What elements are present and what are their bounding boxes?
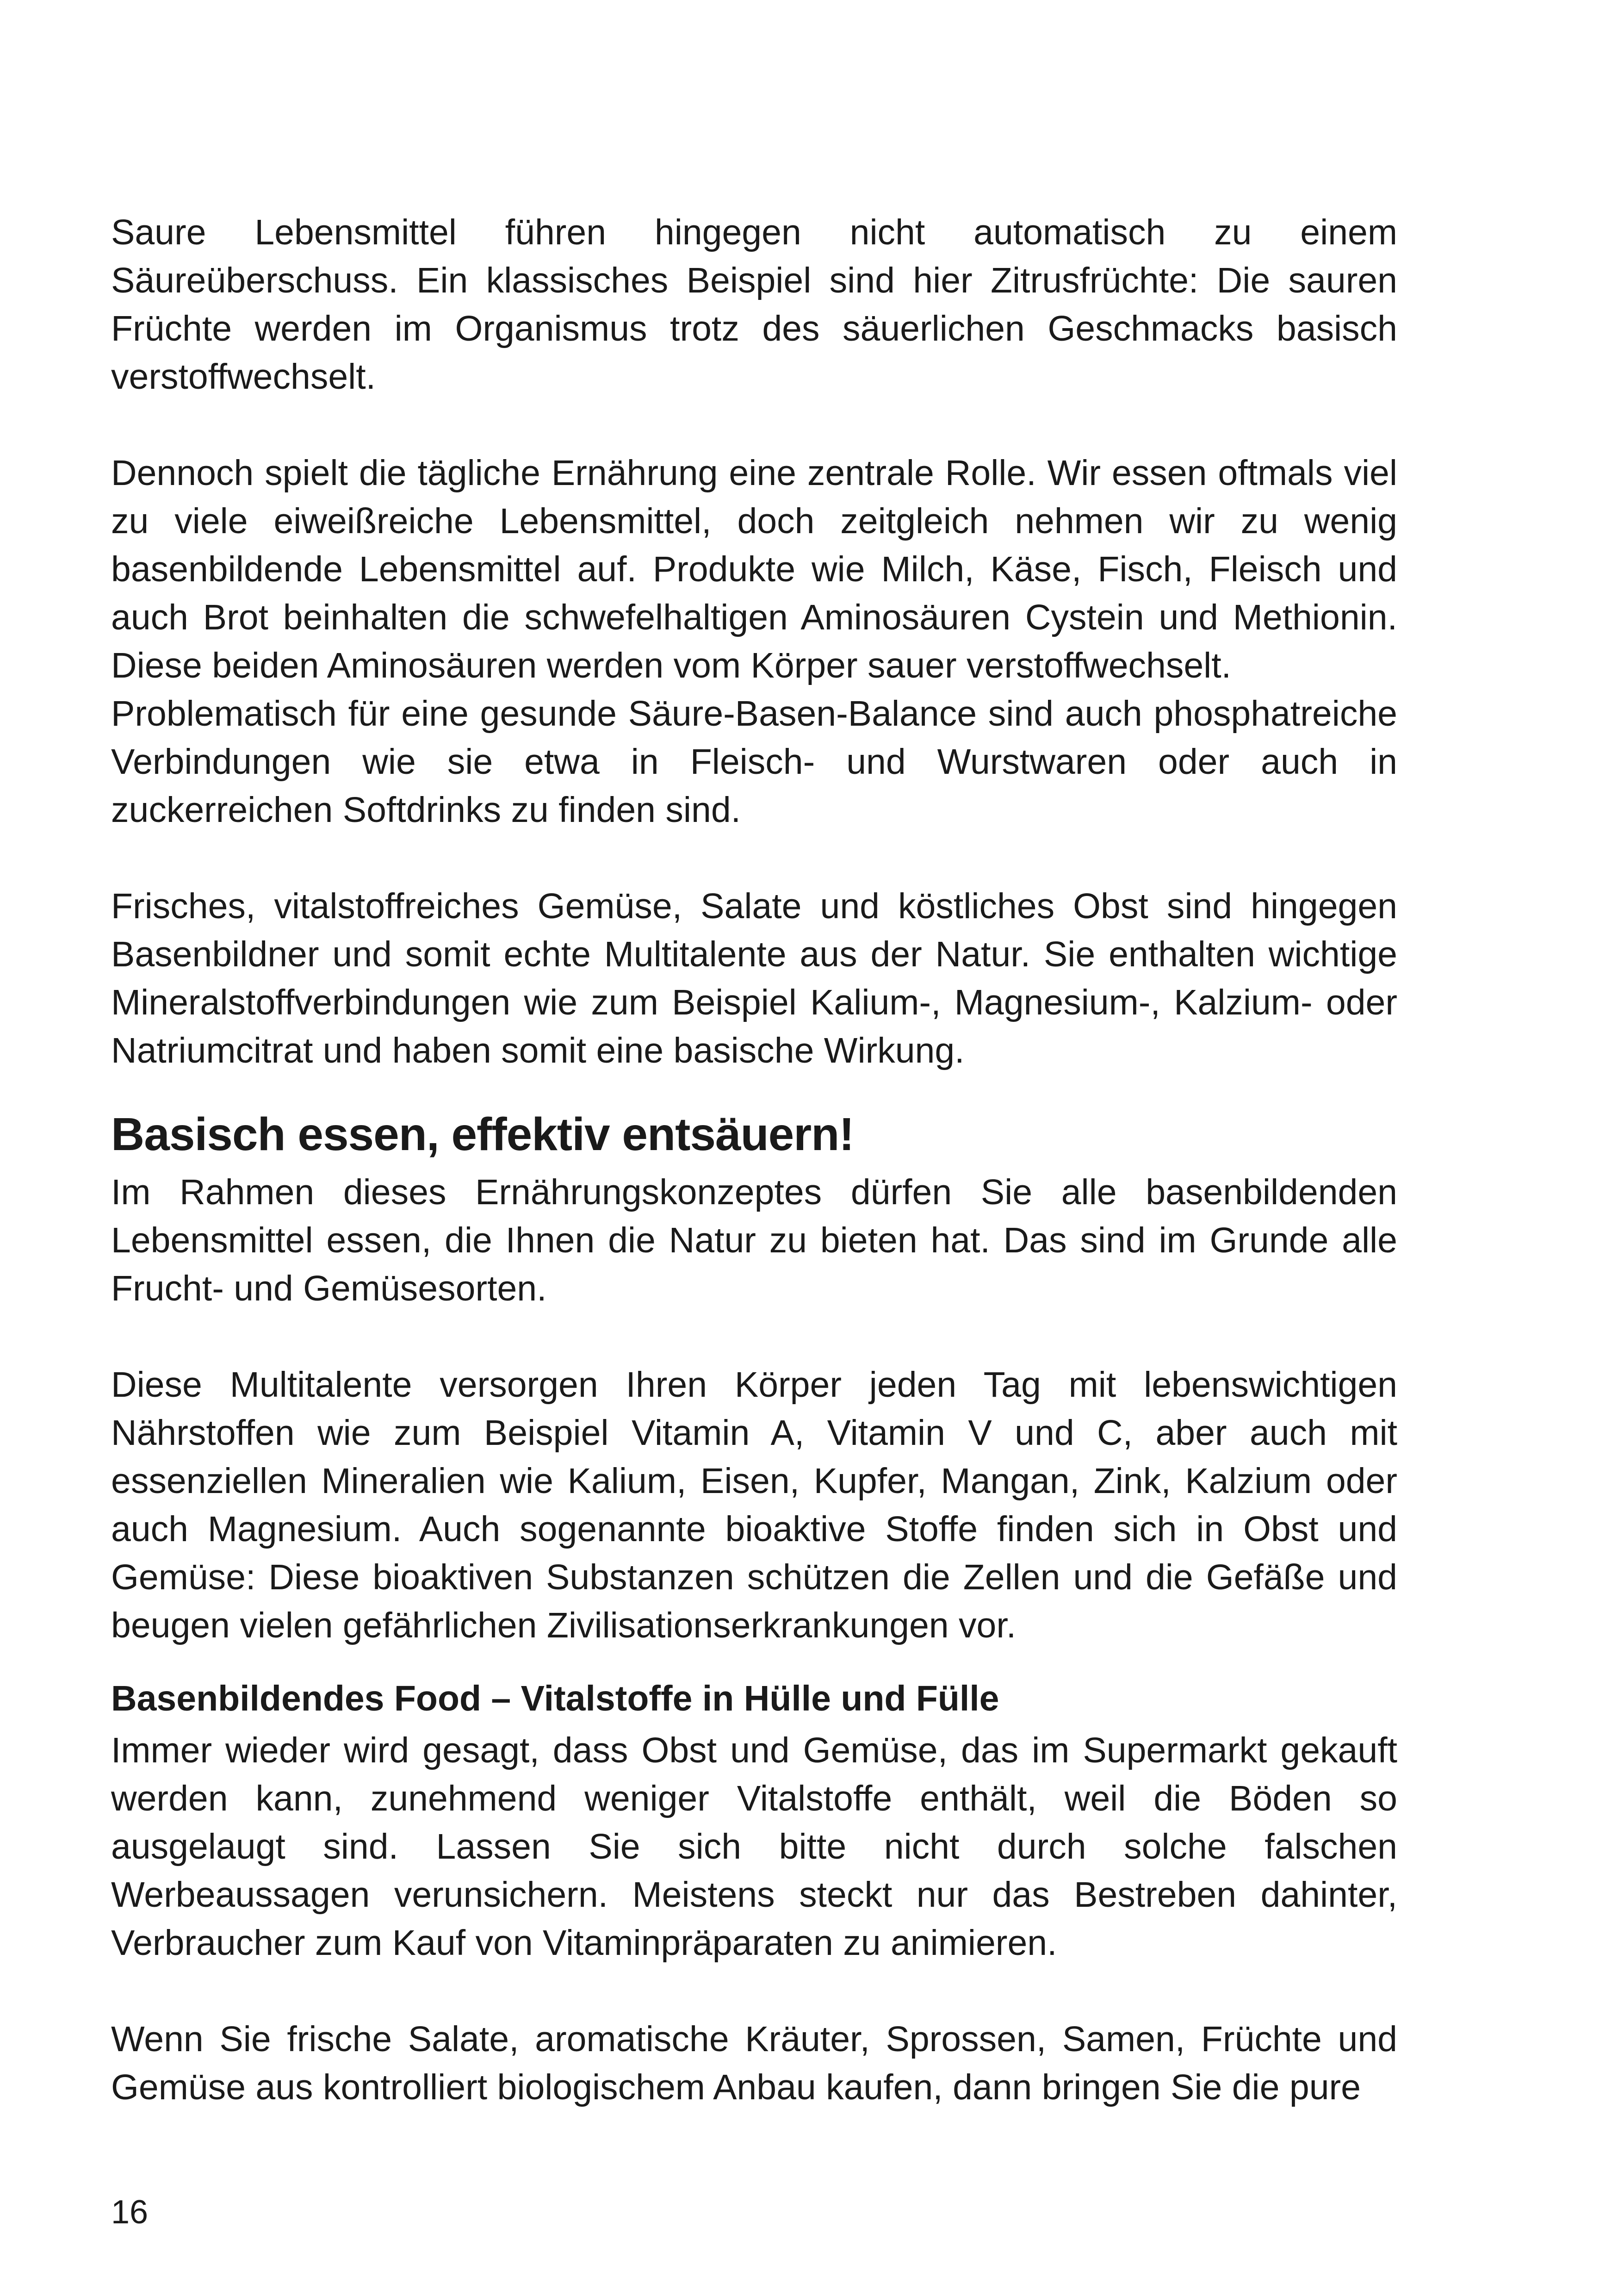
- page-number: 16: [111, 2194, 149, 2231]
- page-body: [111, 208, 1397, 2111]
- section-heading: Basisch essen, effektiv entsäuern!: [111, 1108, 854, 1160]
- paragraph-supermarket: Immer wieder wird gesagt, dass Obst und Gemüse, das im Supermarkt gekauft werden kann, zunehmend weniger Vitalstoffe enthält, weil die Böden so ausgelaugt sind. Lassen Sie sich bitte nicht durch solche falschen Werbeaussagen verunsichern. Meistens steckt nur das Bestreben dahinter, Verbraucher zum Kauf von Vitaminpräparaten zu animieren.: [111, 1730, 1397, 1963]
- paragraph-nutrition: Dennoch spielt die tägliche Ernährung eine zentrale Rolle. Wir essen oftmals viel zu viele eiweißreiche Lebensmittel, doch zeitgleich nehmen wir zu wenig basenbildende Lebensmittel auf. Produkte wie Milch, Käse, Fisch, Fleisch und auch Brot beinhalten die schwefelhaltigen Aminosäuren Cystein und Methionin. Diese beiden Aminosäuren werden vom Körper sauer verstoffwechselt.: [111, 453, 1397, 685]
- paragraph-phosphate: Problematisch für eine gesunde Säure-Basen-Balance sind auch phosphatreiche Verbindungen wie sie etwa in Fleisch- und Wurstwaren oder auch in zuckerreichen Softdrinks zu finden sind.: [111, 694, 1397, 830]
- paragraph-base-formers: Frisches, vitalstoffreiches Gemüse, Salate und köstliches Obst sind hingegen Basenbildner und somit echte Multitalente aus der Natur. Sie enthalten wichtige Mineralstoffverbindungen wie zum Beispiel Kalium-, Magnesium-, Kalzium- oder Natriumcitrat und haben somit eine basische Wirkung.: [111, 886, 1397, 1070]
- paragraph-multitalents: Diese Multitalente versorgen Ihren Körper jeden Tag mit lebenswichtigen Nährstoffen wie zum Beispiel Vitamin A, Vitamin V und C, aber auch mit essenziellen Mineralien wie Kalium, Eisen, Kupfer, Mangan, Zink, Kalzium oder auch Magnesium. Auch sogenannte bioaktive Stoffe finden sich in Obst und Gemüse: Diese bioaktiven Substanzen schützen die Zellen und die Gefäße und beugen vielen gefährlichen Zivilisationserkrankungen vor.: [111, 1365, 1397, 1645]
- subsection-heading: Basenbildendes Food – Vitalstoffe in Hülle und Fülle: [111, 1679, 999, 1718]
- paragraph-concept: Im Rahmen dieses Ernährungskonzeptes dürfen Sie alle basenbildenden Lebensmittel essen, die Ihnen die Natur zu bieten hat. Das sind im Grunde alle Frucht- und Gemüsesorten.: [111, 1172, 1397, 1308]
- paragraph-organic: Wenn Sie frische Salate, aromatische Kräuter, Sprossen, Samen, Früchte und Gemüse aus kontrolliert biologischem Anbau kaufen, dann bringen Sie die pure: [111, 2019, 1397, 2107]
- paragraph-citrus: Saure Lebensmittel führen hingegen nicht automatisch zu einem Säureüberschuss. Ein klassisches Beispiel sind hier Zitrusfrüchte: Die sauren Früchte werden im Organismus trotz des säuerlichen Geschmacks basisch verstoffwechselt.: [111, 212, 1397, 397]
